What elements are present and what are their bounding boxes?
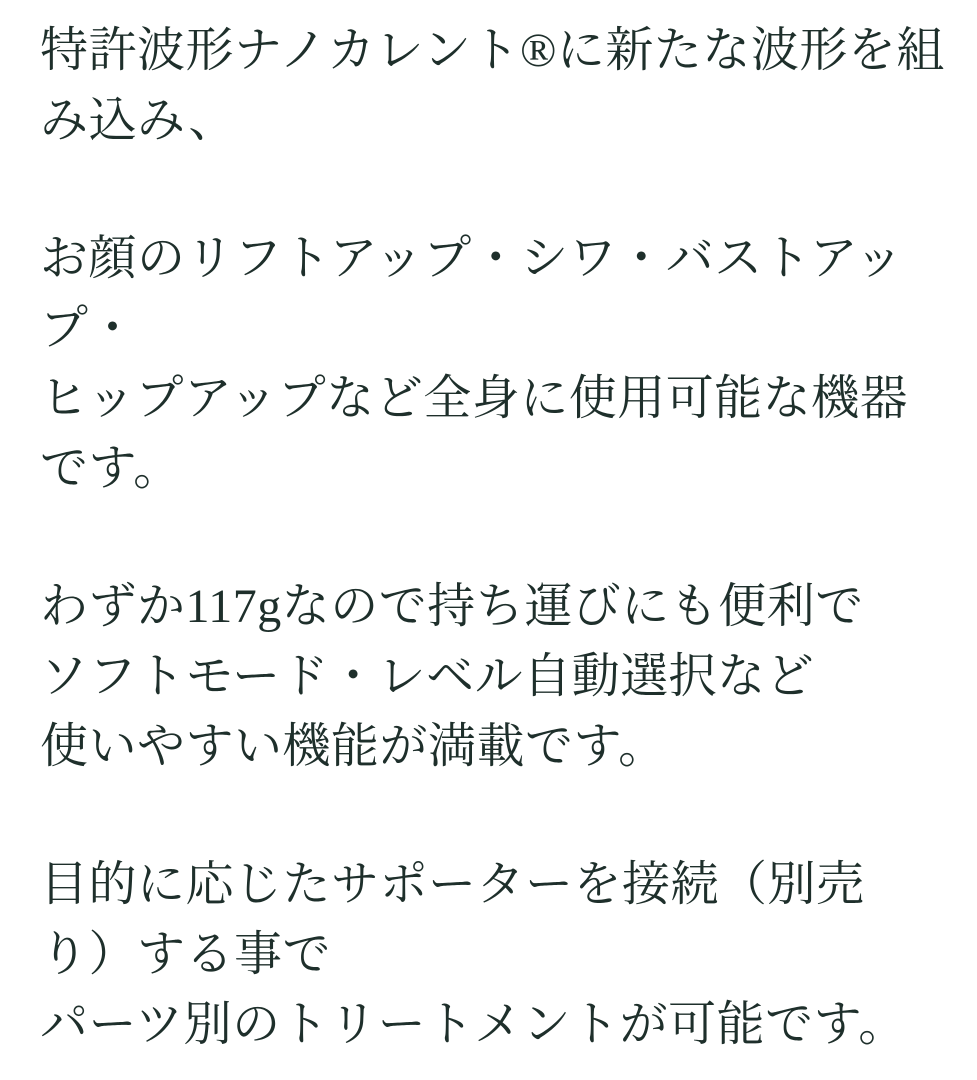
text-line: り）する事で: [40, 928, 332, 981]
text-line: ヒップアップなど全身に使用可能な機器: [40, 372, 909, 425]
text-line: 目的に応じたサポーターを接続（別売: [40, 858, 865, 911]
text-line: パーツ別のトリートメントが可能です。: [40, 998, 907, 1051]
paragraph-patent-waveform: [40, 16, 945, 156]
text-line: です。: [40, 442, 182, 495]
text-line: お顔のリフトアップ・シワ・バストアッ: [40, 232, 904, 285]
paragraph-weight-and-features: [40, 572, 939, 782]
text-line: プ・: [40, 302, 138, 355]
text-line: み込み、: [40, 94, 237, 147]
paragraph-supporters: [40, 850, 939, 1060]
text-line: 特許波形ナノカレント®に新たな波形を組: [40, 24, 945, 77]
paragraph-usage-areas: [40, 224, 939, 504]
text-line: 使いやすい機能が満載です。: [40, 720, 667, 773]
text-line: わずか117gなので持ち運びにも便利で: [40, 580, 864, 633]
text-line: ソフトモード・レベル自動選択など: [40, 650, 815, 703]
